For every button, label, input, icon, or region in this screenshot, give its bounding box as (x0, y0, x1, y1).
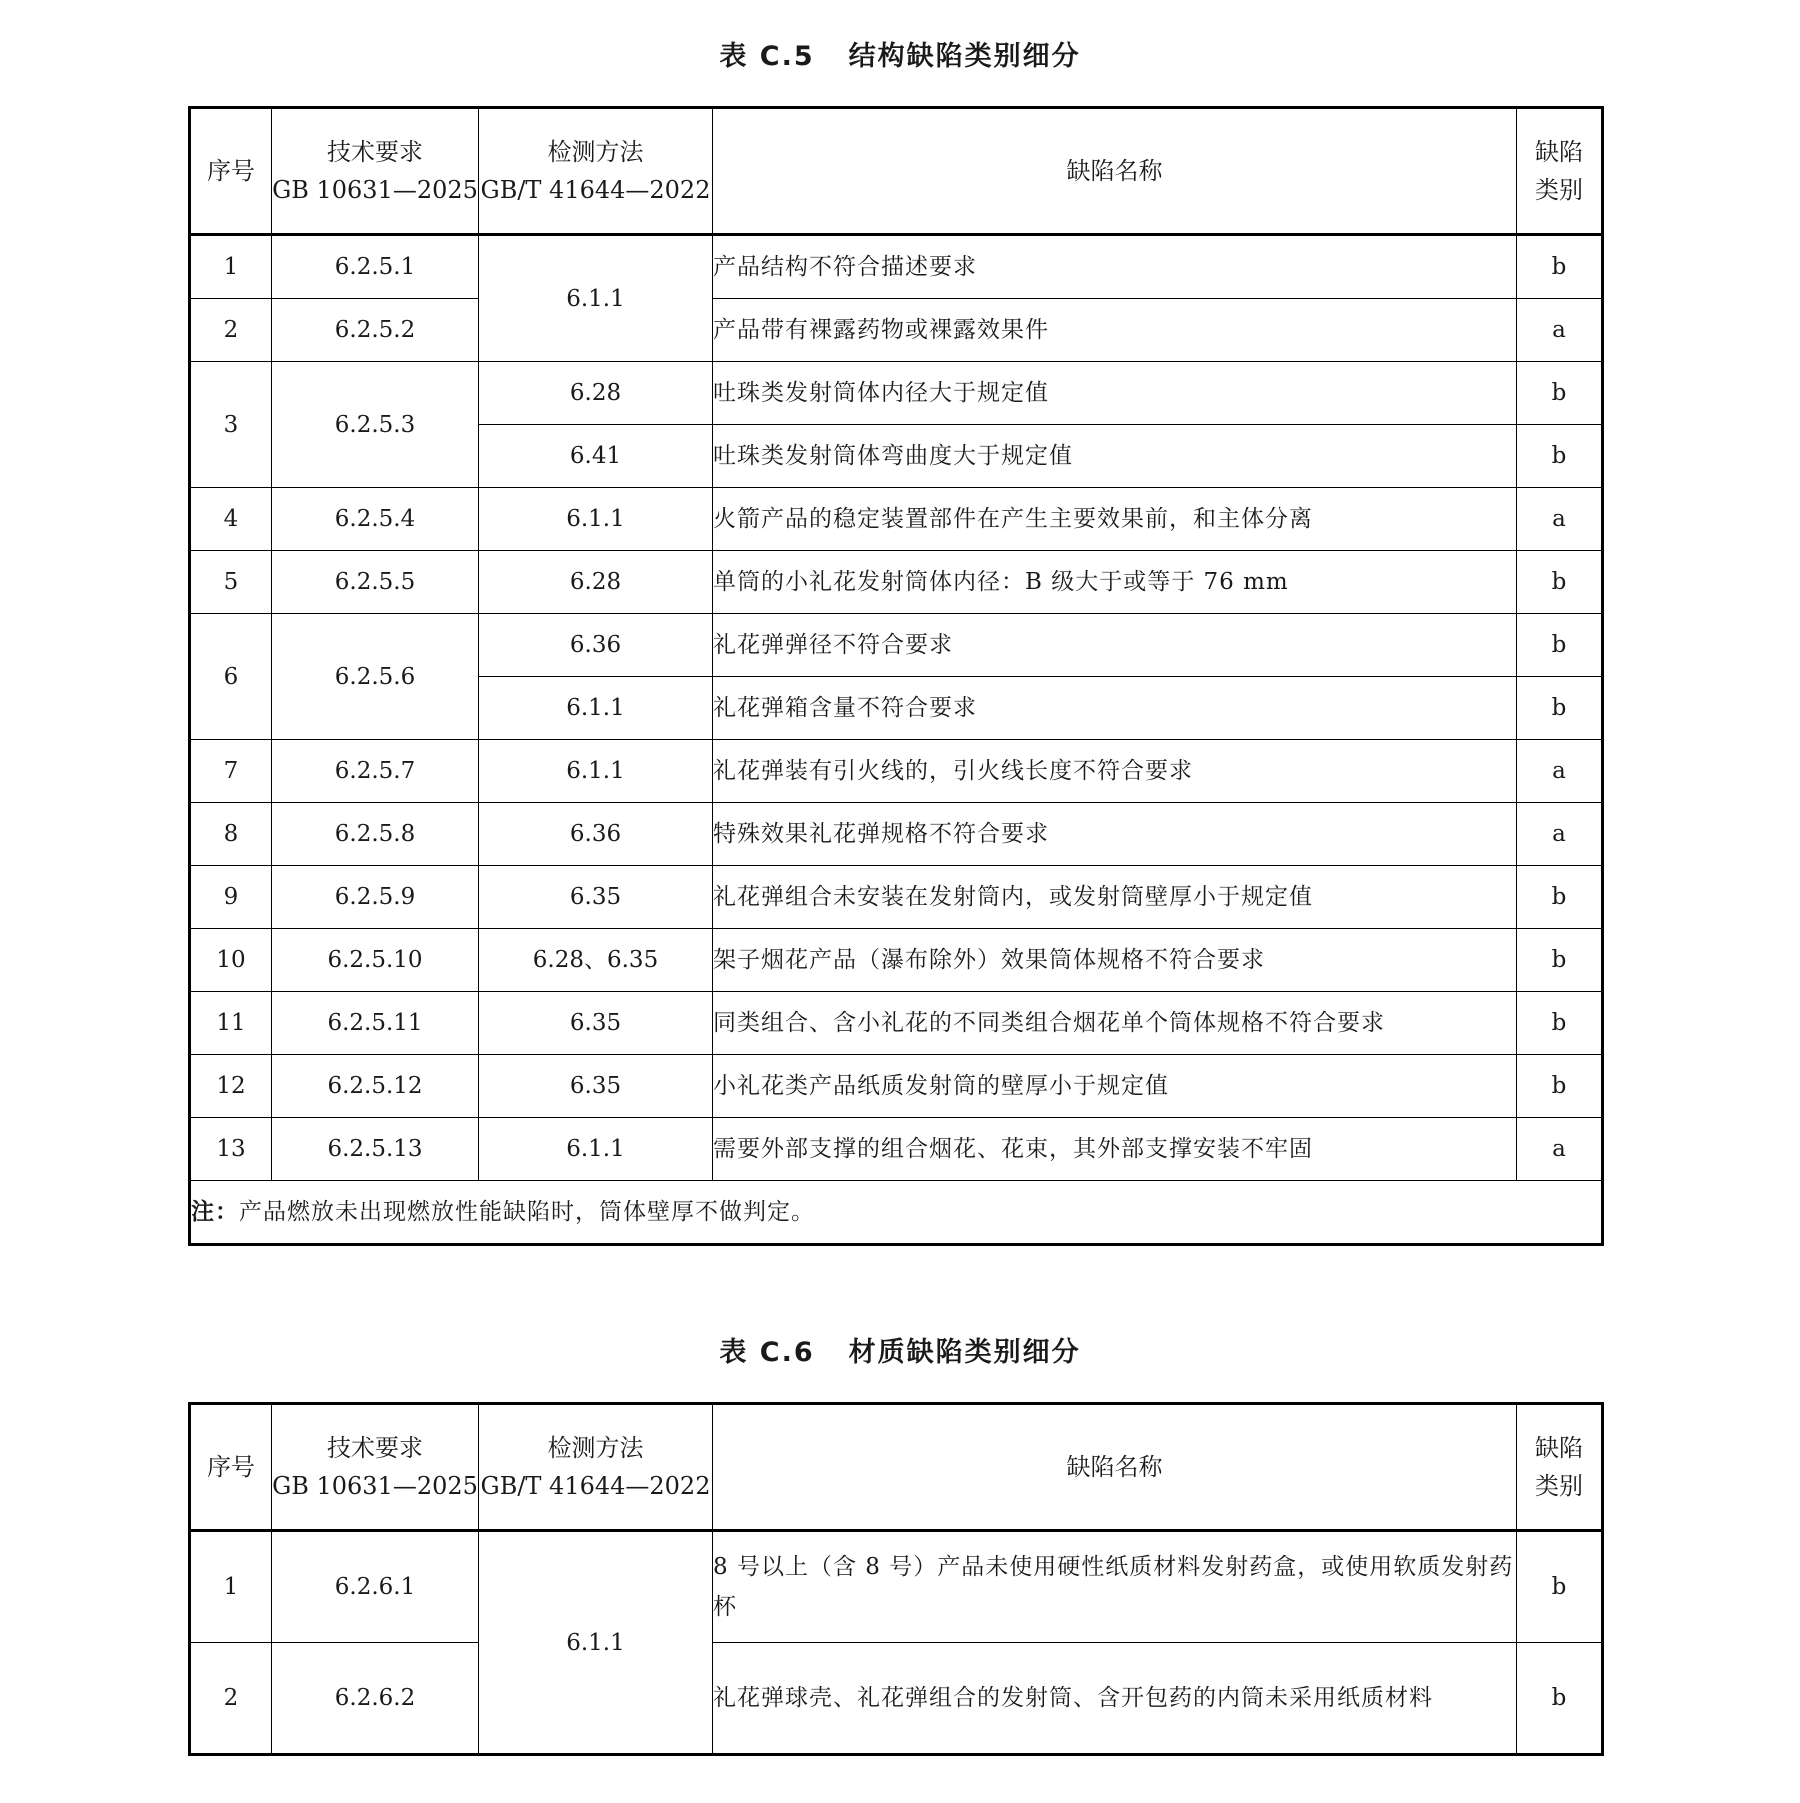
cell-method: 6.41 (479, 425, 713, 488)
cell-defect-name: 需要外部支撑的组合烟花、花束，其外部支撑安装不牢固 (713, 1118, 1517, 1181)
cell-seq: 6 (190, 614, 272, 740)
cell-category: b (1517, 425, 1603, 488)
header-requirement-standard: GB 10631—2025 (272, 1472, 478, 1500)
cell-category: b (1517, 1643, 1603, 1755)
cell-method: 6.35 (479, 1055, 713, 1118)
cell-requirement: 6.2.5.2 (272, 299, 479, 362)
table-header-row (190, 108, 1603, 235)
note-text: 产品燃放未出现燃放性能缺陷时，筒体壁厚不做判定。 (239, 1199, 815, 1225)
header-category-line2: 类别 (1535, 1472, 1583, 1500)
header-method-standard: GB/T 41644—2022 (480, 176, 711, 204)
cell-seq: 2 (190, 299, 272, 362)
header-requirement (272, 1404, 479, 1531)
cell-method: 6.35 (479, 866, 713, 929)
cell-defect-name: 同类组合、含小礼花的不同类组合烟花单个筒体规格不符合要求 (713, 992, 1517, 1055)
table-c6-title: 材质缺陷类别细分 (848, 1337, 1081, 1368)
cell-method: 6.28 (479, 362, 713, 425)
table-row (190, 1118, 1603, 1181)
cell-defect-name: 火箭产品的稳定装置部件在产生主要效果前，和主体分离 (713, 488, 1517, 551)
header-method-title: 检测方法 (547, 138, 644, 166)
cell-seq: 2 (190, 1643, 272, 1755)
cell-seq: 3 (190, 362, 272, 488)
cell-category: a (1517, 803, 1603, 866)
cell-seq: 12 (190, 1055, 272, 1118)
header-category-line1: 缺陷 (1535, 138, 1583, 166)
cell-method: 6.28、6.35 (479, 929, 713, 992)
table-c6 (188, 1402, 1604, 1756)
cell-category: a (1517, 488, 1603, 551)
cell-defect-name: 特殊效果礼花弹规格不符合要求 (713, 803, 1517, 866)
cell-seq: 13 (190, 1118, 272, 1181)
cell-method: 6.28 (479, 551, 713, 614)
table-row (190, 866, 1603, 929)
header-requirement (272, 108, 479, 235)
cell-category: b (1517, 992, 1603, 1055)
cell-requirement: 6.2.6.2 (272, 1643, 479, 1755)
cell-seq: 7 (190, 740, 272, 803)
cell-requirement: 6.2.5.1 (272, 235, 479, 299)
header-category (1517, 1404, 1603, 1531)
cell-method: 6.1.1 (479, 1531, 713, 1755)
cell-method: 6.36 (479, 614, 713, 677)
cell-requirement: 6.2.5.3 (272, 362, 479, 488)
cell-requirement: 6.2.5.11 (272, 992, 479, 1055)
cell-category: b (1517, 1531, 1603, 1643)
header-method (479, 1404, 713, 1531)
cell-defect-name: 吐珠类发射筒体弯曲度大于规定值 (713, 425, 1517, 488)
cell-method: 6.35 (479, 992, 713, 1055)
cell-method: 6.36 (479, 803, 713, 866)
note-label: 注： (191, 1199, 239, 1225)
cell-requirement: 6.2.5.12 (272, 1055, 479, 1118)
table-c5-title: 结构缺陷类别细分 (848, 41, 1081, 72)
table-row (190, 299, 1603, 362)
cell-defect-name: 礼花弹装有引火线的，引火线长度不符合要求 (713, 740, 1517, 803)
cell-defect-name: 8 号以上（含 8 号）产品未使用硬性纸质材料发射药盒，或使用软质发射药杯 (713, 1531, 1517, 1643)
cell-defect-name: 单筒的小礼花发射筒体内径：B 级大于或等于 76 mm (713, 551, 1517, 614)
cell-method: 6.1.1 (479, 677, 713, 740)
header-seq: 序号 (190, 1404, 272, 1531)
cell-category: b (1517, 614, 1603, 677)
table-note-row (190, 1181, 1603, 1245)
table-row (190, 992, 1603, 1055)
table-row (190, 235, 1603, 299)
cell-category: a (1517, 740, 1603, 803)
header-category-line1: 缺陷 (1535, 1434, 1583, 1462)
cell-requirement: 6.2.5.7 (272, 740, 479, 803)
cell-requirement: 6.2.5.5 (272, 551, 479, 614)
cell-seq: 1 (190, 1531, 272, 1643)
cell-category: b (1517, 235, 1603, 299)
cell-seq: 5 (190, 551, 272, 614)
table-row (190, 803, 1603, 866)
cell-requirement: 6.2.5.4 (272, 488, 479, 551)
table-header-row (190, 1404, 1603, 1531)
cell-seq: 4 (190, 488, 272, 551)
cell-requirement: 6.2.5.13 (272, 1118, 479, 1181)
table-row (190, 1055, 1603, 1118)
header-defect-name: 缺陷名称 (713, 108, 1517, 235)
cell-requirement: 6.2.5.9 (272, 866, 479, 929)
cell-method: 6.1.1 (479, 740, 713, 803)
cell-defect-name: 礼花弹箱含量不符合要求 (713, 677, 1517, 740)
cell-category: b (1517, 866, 1603, 929)
cell-category: b (1517, 362, 1603, 425)
cell-seq: 8 (190, 803, 272, 866)
cell-defect-name: 产品带有裸露药物或裸露效果件 (713, 299, 1517, 362)
cell-category: a (1517, 1118, 1603, 1181)
cell-category: b (1517, 1055, 1603, 1118)
header-method-standard: GB/T 41644—2022 (480, 1472, 711, 1500)
cell-defect-name: 产品结构不符合描述要求 (713, 235, 1517, 299)
cell-defect-name: 小礼花类产品纸质发射筒的壁厚小于规定值 (713, 1055, 1517, 1118)
table-row (190, 488, 1603, 551)
table-row (190, 1643, 1603, 1755)
cell-requirement: 6.2.5.6 (272, 614, 479, 740)
table-row (190, 614, 1603, 677)
cell-requirement: 6.2.5.8 (272, 803, 479, 866)
table-row (190, 551, 1603, 614)
cell-category: b (1517, 929, 1603, 992)
cell-defect-name: 架子烟花产品（瀑布除外）效果筒体规格不符合要求 (713, 929, 1517, 992)
cell-defect-name: 礼花弹球壳、礼花弹组合的发射筒、含开包药的内筒未采用纸质材料 (713, 1643, 1517, 1755)
table-c5-caption (0, 34, 1800, 73)
header-requirement-title: 技术要求 (327, 138, 423, 166)
table-c5 (188, 106, 1604, 1246)
header-requirement-title: 技术要求 (327, 1434, 423, 1462)
header-category (1517, 108, 1603, 235)
cell-method: 6.1.1 (479, 488, 713, 551)
cell-category: a (1517, 299, 1603, 362)
header-category-line2: 类别 (1535, 176, 1583, 204)
header-requirement-standard: GB 10631—2025 (272, 176, 478, 204)
cell-seq: 9 (190, 866, 272, 929)
header-method-title: 检测方法 (547, 1434, 644, 1462)
header-method (479, 108, 713, 235)
table-note (190, 1181, 1603, 1245)
table-row (190, 362, 1603, 425)
cell-defect-name: 礼花弹组合未安装在发射筒内，或发射筒壁厚小于规定值 (713, 866, 1517, 929)
cell-seq: 10 (190, 929, 272, 992)
header-defect-name: 缺陷名称 (713, 1404, 1517, 1531)
cell-defect-name: 吐珠类发射筒体内径大于规定值 (713, 362, 1517, 425)
cell-seq: 1 (190, 235, 272, 299)
cell-requirement: 6.2.6.1 (272, 1531, 479, 1643)
table-c6-caption (0, 1330, 1800, 1369)
cell-category: b (1517, 551, 1603, 614)
table-c5-number: 表 C.5 (719, 41, 815, 72)
cell-method: 6.1.1 (479, 235, 713, 362)
table-c6-number: 表 C.6 (719, 1337, 815, 1368)
header-seq: 序号 (190, 108, 272, 235)
table-row (190, 740, 1603, 803)
cell-seq: 11 (190, 992, 272, 1055)
cell-category: b (1517, 677, 1603, 740)
table-row (190, 929, 1603, 992)
cell-requirement: 6.2.5.10 (272, 929, 479, 992)
cell-defect-name: 礼花弹弹径不符合要求 (713, 614, 1517, 677)
table-row (190, 1531, 1603, 1643)
cell-method: 6.1.1 (479, 1118, 713, 1181)
